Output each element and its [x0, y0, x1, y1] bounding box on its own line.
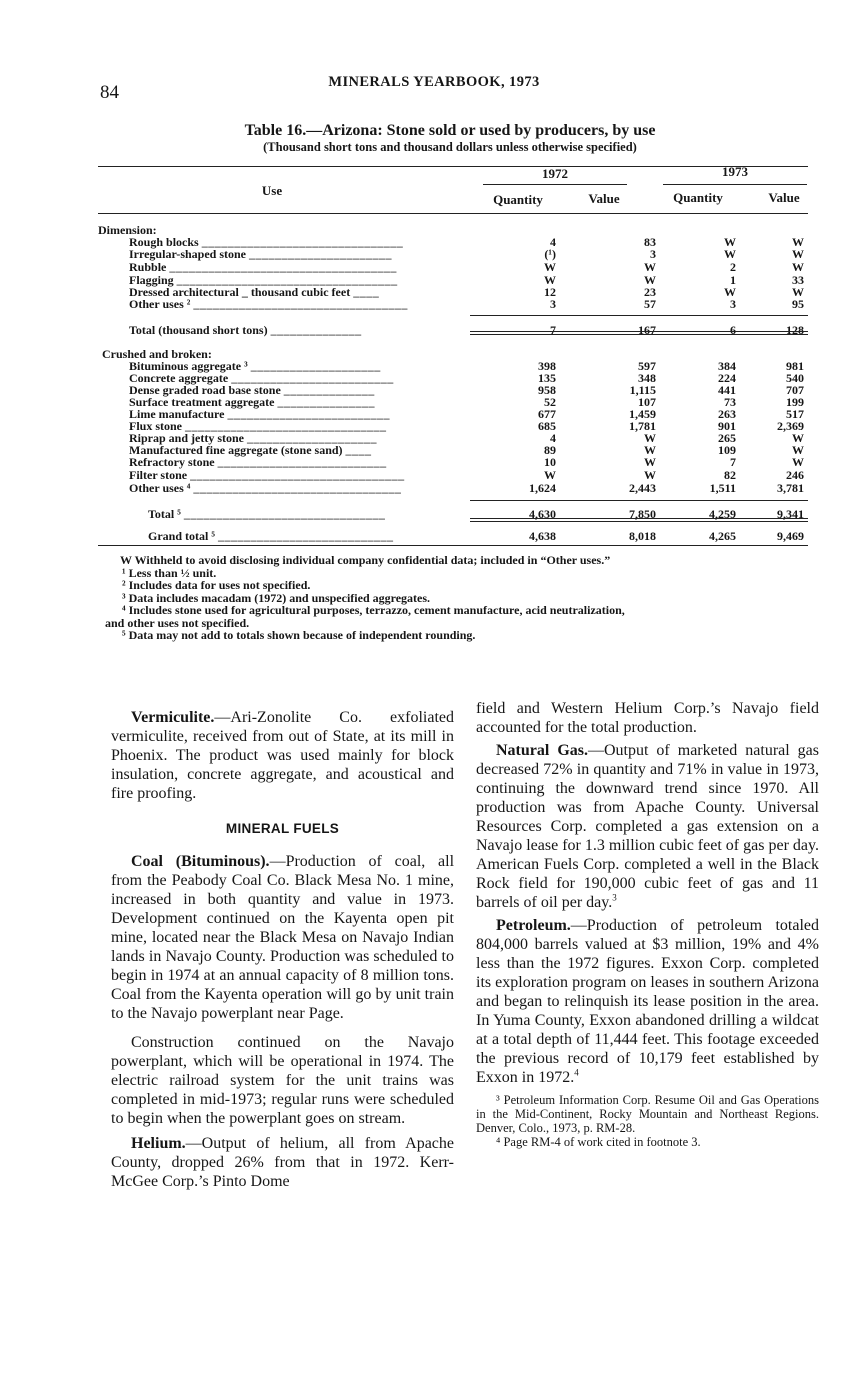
- footnote: ⁴ Page RM-4 of work cited in footnote 3.: [496, 1135, 701, 1149]
- row-label: Filter stone: [129, 468, 188, 482]
- cell-v73: 517: [786, 407, 804, 421]
- table-subtitle: (Thousand short tons and thousand dollars unless otherwise specified): [263, 140, 637, 154]
- page-number: 84: [100, 82, 119, 103]
- leader-dots: ____________________: [250, 359, 381, 373]
- cell-v73: W: [792, 431, 804, 445]
- leader-dots: _______________________________: [185, 419, 387, 433]
- cell-q72: 52: [544, 395, 556, 409]
- cell-q73: 1: [730, 273, 736, 287]
- cell-v72: 107: [638, 395, 656, 409]
- footnote-ref: 3: [612, 892, 617, 903]
- row-label: Riprap and jetty stone: [129, 431, 245, 445]
- footnote: ³ Data includes macadam (1972) and unspecified aggregates.: [122, 590, 431, 605]
- cell-q72: 7: [550, 323, 556, 337]
- table-row: [98, 298, 818, 311]
- header-bottom-rule: [98, 213, 808, 214]
- row-label: Crushed and broken:: [102, 347, 212, 361]
- cell-q72: 685: [538, 419, 556, 433]
- coal-text: —Production of coal, all from the Peabody Coal Co. Black Mesa No. 1 mine, increased in both quantity and value in 1973. Development continued on the Kayenta open pit mine, located near the Black Mesa on Navajo Indian lands in Navajo County. Production was scheduled to begin in 1974 at an annual capacity of 8 million tons. Coal from the Kayenta operation will go by unit train to the Navajo powerplant near Page.: [111, 853, 455, 1022]
- dimension-total-bottom-rule: [470, 331, 808, 332]
- gas-paragraph: [476, 741, 819, 912]
- cell-q72: 3: [550, 297, 556, 311]
- coal-paragraph: [111, 852, 454, 1023]
- leader-dots: ____: [353, 285, 380, 299]
- helium-continued: field and Western Helium Corp.’s Navajo field accounted for the total production.: [476, 700, 819, 736]
- cell-q73: 3: [730, 297, 736, 311]
- cell-v72: W: [644, 260, 656, 274]
- row-label: Flagging: [129, 273, 174, 287]
- cell-v72: W: [644, 431, 656, 445]
- cell-v73: 128: [786, 323, 804, 337]
- cell-q72: W: [544, 273, 556, 287]
- cell-q73: 73: [724, 395, 736, 409]
- cell-q73: 384: [718, 359, 736, 373]
- column-header-use: Use: [261, 183, 283, 198]
- cell-v72: 83: [644, 235, 656, 249]
- footnote: ¹ Less than ½ unit.: [122, 565, 217, 580]
- cell-v72: 1,459: [629, 407, 656, 421]
- leader-dots: ______________: [270, 323, 362, 337]
- year-1973-rule: [663, 184, 807, 185]
- row-label: Grand total ⁵: [148, 529, 215, 543]
- row-label: Concrete aggregate: [129, 371, 229, 385]
- cell-q72: 677: [538, 407, 556, 421]
- row-label: Rubble: [129, 260, 167, 274]
- crushed-total-top-rule: [470, 500, 808, 501]
- cell-q72: (¹): [544, 247, 556, 261]
- cell-q73: 265: [718, 431, 736, 445]
- row-label: Dense graded road base stone: [129, 383, 281, 397]
- year-1972-rule: [483, 184, 627, 185]
- footnote: ⁵ Data may not add to totals shown because of independent rounding.: [122, 628, 476, 642]
- running-head: MINERALS YEARBOOK, 1973: [328, 74, 540, 90]
- petroleum-paragraph: [476, 916, 819, 1087]
- leader-dots: _________________________________: [190, 468, 405, 482]
- leader-dots: __________________________: [217, 455, 387, 469]
- cell-v72: 8,018: [629, 529, 656, 543]
- construction-paragraph: Construction continued on the Navajo powerplant, which will be operational in 1974. The electric railroad system for the unit trains was completed in mid-1973; regular runs were scheduled to begin when the powerplant goes on stream.: [111, 1034, 454, 1127]
- cell-q73: 82: [724, 468, 736, 482]
- cell-q72: 958: [538, 383, 556, 397]
- vermiculite-paragraph: [111, 708, 454, 803]
- cell-v73: W: [792, 235, 804, 249]
- crushed-total-row: [98, 508, 818, 521]
- column-header-value-1973: Value: [768, 190, 800, 205]
- cell-q73: 4,265: [709, 529, 736, 543]
- cell-q72: 89: [544, 443, 556, 457]
- row-label: Dressed architectural _ thousand cubic feet: [129, 285, 351, 299]
- cell-q73: 2: [730, 260, 736, 274]
- column-footnotes: [476, 1093, 819, 1149]
- cell-v72: W: [644, 273, 656, 287]
- crushed-total-bottom-rule-2: [470, 521, 808, 522]
- leader-dots: ________________________________: [193, 481, 402, 495]
- cell-v73: W: [792, 443, 804, 457]
- cell-v72: 348: [638, 371, 656, 385]
- cell-q72: 398: [538, 359, 556, 373]
- coal-heading: Coal (Bituminous).: [131, 853, 270, 870]
- vermiculite-text: —Ari-Zonolite Co. exfoliated vermiculite, received from out of State, at its mill in Phoenix. The product was used mainly for block insulation, concrete aggregate, and acoustical and fire proofing.: [111, 709, 454, 802]
- leader-dots: ____________________: [247, 431, 378, 445]
- row-label: Total ⁵: [148, 507, 181, 521]
- cell-v73: 981: [786, 359, 804, 373]
- dimension-total-bottom-rule-2: [470, 334, 808, 335]
- leader-dots: _________________________: [231, 371, 394, 385]
- column-header-1973: 1973: [722, 164, 748, 179]
- row-label: Lime manufacture: [129, 407, 225, 421]
- leader-dots: ______________________: [249, 247, 392, 261]
- cell-v72: 167: [638, 323, 656, 337]
- row-label: Total (thousand short tons): [129, 323, 268, 337]
- leader-dots: ___________________________: [217, 529, 394, 543]
- cell-q73: 263: [718, 407, 736, 421]
- petroleum-heading: Petroleum.: [496, 917, 571, 934]
- cell-q73: 901: [718, 419, 736, 433]
- row-label: Refractory stone: [129, 455, 215, 469]
- row-label: Irregular-shaped stone: [129, 247, 246, 261]
- helium-paragraph: [111, 1134, 454, 1191]
- footnote: and other uses not specified.: [105, 615, 250, 630]
- cell-v72: W: [644, 455, 656, 469]
- footnote: ³ Petroleum Information Corp. Resume Oil and Gas Operations in the Mid-Continent, Rocky Mountain and Northeast Regions. Denver, Colo., 1973, p. RM-28.: [476, 1093, 819, 1135]
- cell-v72: 23: [644, 285, 656, 299]
- section-title: MINERAL FUELS: [225, 821, 340, 836]
- cell-q73: 4,259: [709, 507, 736, 521]
- cell-v72: 57: [644, 297, 656, 311]
- cell-q73: W: [724, 235, 736, 249]
- row-label: Manufactured fine aggregate (stone sand): [129, 443, 343, 457]
- footnote-ref: 4: [574, 1067, 579, 1078]
- leader-dots: _________________________________: [193, 297, 408, 311]
- leader-dots: ____: [345, 443, 372, 457]
- cell-v72: 597: [638, 359, 656, 373]
- row-label: Other uses ²: [129, 297, 191, 311]
- cell-v73: 246: [786, 468, 804, 482]
- cell-v72: 7,850: [629, 507, 656, 521]
- cell-q73: 224: [718, 371, 736, 385]
- vermiculite-heading: Vermiculite.: [131, 709, 215, 726]
- cell-v72: W: [644, 468, 656, 482]
- leader-dots: ______________: [283, 383, 375, 397]
- cell-q73: W: [724, 247, 736, 261]
- crushed-total-bottom-rule: [470, 518, 808, 519]
- column-header-value-1972: Value: [588, 191, 620, 206]
- cell-v72: 3: [650, 247, 656, 261]
- cell-q72: 1,624: [529, 481, 556, 495]
- right-text-column: [476, 699, 819, 1149]
- column-header-quantity-1973: Quantity: [673, 190, 723, 205]
- cell-v72: 1,781: [629, 419, 656, 433]
- cell-q72: W: [544, 468, 556, 482]
- cell-v73: W: [792, 285, 804, 299]
- helium-heading: Helium.: [131, 1135, 186, 1152]
- cell-q72: 10: [544, 455, 556, 469]
- cell-v73: 9,469: [777, 529, 804, 543]
- leader-dots: _______________________________: [183, 507, 386, 521]
- cell-v73: 199: [786, 395, 804, 409]
- cell-q72: W: [544, 260, 556, 274]
- footnote: ⁴ Includes stone used for agricultural purposes, terrazzo, cement manufacture, acid neutralization,: [122, 603, 625, 617]
- leader-dots: _______________: [277, 395, 375, 409]
- cell-q73: 7: [730, 455, 736, 469]
- leader-dots: __________________________________: [176, 273, 398, 287]
- cell-q72: 4,630: [529, 507, 556, 521]
- row-label: Other uses ⁴: [129, 481, 191, 495]
- cell-v73: 2,369: [777, 419, 804, 433]
- cell-q72: 4,638: [529, 529, 556, 543]
- leader-dots: _______________________________: [201, 235, 404, 249]
- cell-q72: 12: [544, 285, 556, 299]
- table-row: [98, 482, 818, 495]
- footnote: ² Includes data for uses not specified.: [122, 578, 311, 592]
- cell-q73: 441: [718, 383, 736, 397]
- gas-text: —Output of marketed natural gas decreased 72% in quantity and 71% in value in 1973, continuing the downward trend since 1970. All production was from Apache County. Universal Resources Corp. completed a gas extension on a Navajo lease for 1.3 million cubic feet of gas per day. American Fuels Corp. completed a well in the Black Rock field for 190,000 cubic feet of gas and 11 barrels of oil per day.: [476, 742, 820, 911]
- cell-q72: 4: [550, 235, 556, 249]
- cell-q73: 6: [730, 323, 736, 337]
- row-label: Surface treatment aggregate: [129, 395, 275, 409]
- row-label: Flux stone: [129, 419, 183, 433]
- footnote: W Withheld to avoid disclosing individual company confidential data; included in “Other uses.”: [120, 553, 611, 567]
- row-label: Bituminous aggregate ³: [129, 359, 248, 373]
- cell-q72: 4: [550, 431, 556, 445]
- cell-v73: 95: [792, 297, 804, 311]
- cell-v73: 3,781: [777, 481, 804, 495]
- grand-total-row: [98, 530, 818, 543]
- gas-heading: Natural Gas.: [496, 742, 588, 759]
- cell-v72: W: [644, 443, 656, 457]
- table-footnotes: [105, 553, 820, 642]
- helium-text: —Output of helium, all from Apache County, dropped 26% from that in 1972. Kerr-McGee Corp.’s Pinto Dome: [111, 1135, 454, 1190]
- petroleum-text: —Production of petroleum totaled 804,000 barrels valued at $3 million, 19% and 4% less than the 1972 figures. Exxon Corp. completed its exploration program on leases in southern Arizona and began to relinquish its lease position in the area. In Yuma County, Exxon abandoned drilling a wildcat at a total depth of 11,444 feet. This footage exceeded the previous record of 10,179 feet established by Exxon in 1972.: [476, 917, 819, 1086]
- cell-v73: W: [792, 260, 804, 274]
- table-title: Table 16.—Arizona: Stone sold or used by producers, by use: [244, 122, 656, 139]
- cell-v72: 2,443: [629, 481, 656, 495]
- table-bottom-rule: [98, 545, 808, 546]
- cell-q73: 109: [718, 443, 736, 457]
- leader-dots: _________________________: [227, 407, 390, 421]
- cell-q73: 1,511: [709, 481, 736, 495]
- cell-q73: W: [724, 285, 736, 299]
- cell-v73: 540: [786, 371, 804, 385]
- column-header-1972: 1972: [542, 166, 568, 181]
- cell-v72: 1,115: [629, 383, 656, 397]
- cell-v73: W: [792, 455, 804, 469]
- row-label: Dimension:: [98, 223, 157, 237]
- cell-v73: 9,341: [777, 507, 804, 521]
- dimension-total-top-rule: [470, 315, 808, 316]
- leader-dots: ___________________________________: [169, 260, 397, 274]
- cell-v73: 33: [792, 273, 804, 287]
- cell-v73: 707: [786, 383, 804, 397]
- cell-v73: W: [792, 247, 804, 261]
- row-label: Rough blocks: [129, 235, 199, 249]
- cell-q72: 135: [538, 371, 556, 385]
- left-text-column: [111, 708, 454, 1195]
- column-header-quantity-1972: Quantity: [493, 192, 543, 207]
